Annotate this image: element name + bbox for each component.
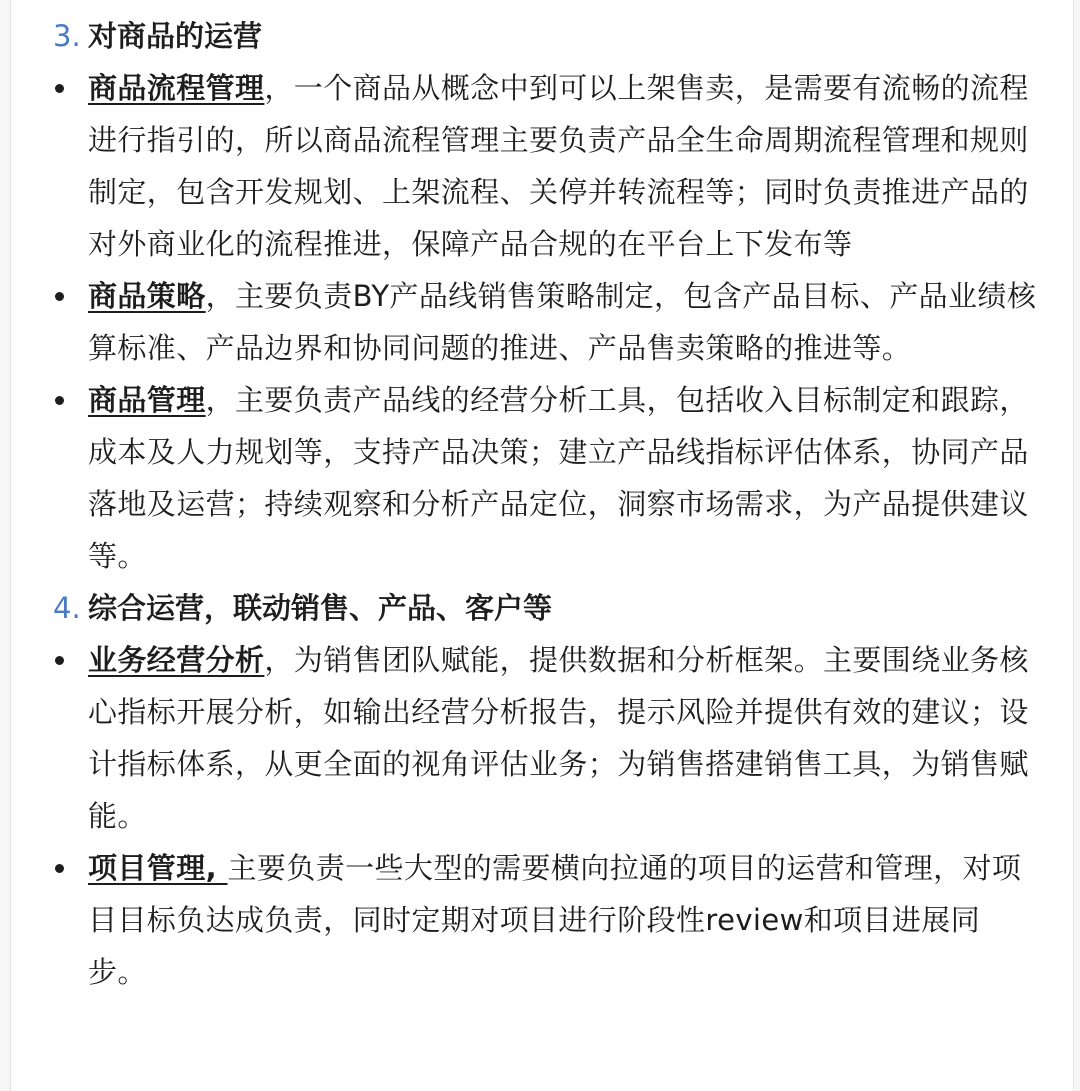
list-item-product-strategy bbox=[11, 270, 1038, 374]
item-term: 商品流程管理 bbox=[88, 71, 265, 105]
bullet-icon bbox=[55, 864, 64, 873]
item-term: 项目管理, bbox=[88, 851, 228, 885]
item-text: ，主要负责BY产品线销售策略制定，包含产品目标、产品业绩核算标准、产品边界和协同问题的推进、产品售卖策略的推进等。 bbox=[88, 279, 1037, 365]
list-item-project-management bbox=[11, 842, 1038, 998]
item-text: 主要负责一些大型的需要横向拉通的项目的运营和管理，对项目目标负达成负责，同时定期对项目进行阶段性review和项目进展同步。 bbox=[88, 851, 1022, 989]
item-term: 商品管理 bbox=[88, 383, 206, 417]
section-heading-4 bbox=[11, 582, 1073, 634]
bullet-icon bbox=[55, 396, 64, 405]
section-title: 综合运营，联动销售、产品、客户等 bbox=[88, 591, 553, 625]
item-term: 商品策略 bbox=[88, 279, 206, 313]
item-text: ，为销售团队赋能，提供数据和分析框架。主要围绕业务核心指标开展分析，如输出经营分析报告，提示风险并提供有效的建议；设计指标体系，从更全面的视角评估业务；为销售搭建销售工具，为销售赋能。 bbox=[88, 643, 1029, 833]
bullet-icon bbox=[55, 292, 64, 301]
section-heading-3 bbox=[11, 10, 1073, 62]
bullet-icon bbox=[55, 84, 64, 93]
section-number: 3. bbox=[53, 19, 81, 53]
item-text: ，主要负责产品线的经营分析工具，包括收入目标制定和跟踪，成本及人力规划等，支持产品决策；建立产品线指标评估体系，协同产品落地及运营；持续观察和分析产品定位，洞察市场需求，为产品提供建议等。 bbox=[88, 383, 1029, 573]
list-item-product-management bbox=[11, 374, 1038, 582]
item-text: ，一个商品从概念中到可以上架售卖，是需要有流畅的流程进行指引的，所以商品流程管理主要负责产品全生命周期流程管理和规则制定，包含开发规划、上架流程、关停并转流程等；同时负责推进产品的对外商业化的流程推进，保障产品合规的在平台上下发布等 bbox=[88, 71, 1029, 261]
document-content bbox=[11, 10, 1073, 998]
section-number: 4. bbox=[53, 591, 81, 625]
section-title: 对商品的运营 bbox=[88, 19, 263, 53]
document-page bbox=[10, 0, 1074, 1091]
list-item-product-process bbox=[11, 62, 1038, 270]
item-term: 业务经营分析 bbox=[88, 643, 265, 677]
bullet-icon bbox=[55, 656, 64, 665]
list-item-business-analysis bbox=[11, 634, 1038, 842]
